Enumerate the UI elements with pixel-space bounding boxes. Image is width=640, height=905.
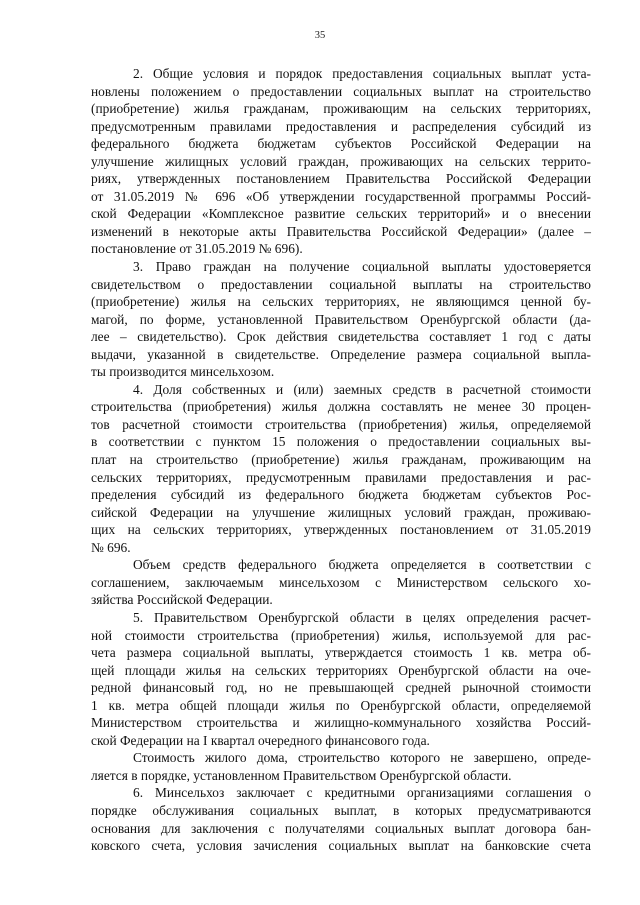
text-line: 1 кв. метра общей площади жилья по Оренбургской области, определяемой [91, 697, 591, 713]
text-line: тов расчетной стоимости строительства (приобретения) жилья, определяемой [91, 416, 591, 432]
text-line: предусмотренным правилами предоставления и распределения субсидий из [91, 118, 591, 134]
text-line: ной стоимости строительства (приобретения) жилья, используемой для рас- [91, 627, 591, 643]
text-line: ской Федерации «Комплексное развитие сельских территорий» и о внесении [91, 206, 591, 222]
page-number: 35 [314, 30, 326, 41]
text-line: (приобретение) жилья на сельских территориях, не являющимся ценной бу- [91, 294, 591, 310]
text-line: 6. Минсельхоз заключает с кредитными организациями соглашения о [133, 785, 591, 801]
paragraph [91, 65, 591, 258]
text-line: зяйства Российской Федерации. [91, 592, 273, 608]
text-line: федерального бюджета бюджетам субъектов Российской Федерации на [91, 136, 591, 152]
text-line: ковского счета, условия зачисления социальных выплат на банковские счета [91, 838, 591, 854]
text-line: 5. Правительством Оренбургской области в целях определения расчет- [133, 609, 591, 625]
text-line: Стоимость жилого дома, строительство которого не завершено, опреде- [133, 750, 591, 766]
text-line: в соответствии с пунктом 15 положения о предоставлении социальных вы- [91, 434, 591, 450]
text-line: № 696. [91, 539, 131, 555]
text-line: выдачи, указанной в свидетельстве. Определение размера социальной выпла- [91, 346, 591, 362]
document-body [91, 65, 591, 855]
text-line: ты производится минсельхозом. [91, 364, 275, 380]
text-line: риях, утвержденных постановлением Правительства Российской Федерации [91, 171, 591, 187]
text-line: чета размера социальной выплаты, утверждается стоимость 1 кв. метра об- [91, 645, 591, 661]
text-line: свидетельством о предоставлении социальной выплаты на строительство [91, 276, 591, 292]
text-line: лее – свидетельство). Срок действия свидетельства составляет 1 год с даты [91, 329, 591, 345]
text-line: щей площади жилья на сельских территориях Оренбургской области на оче- [91, 662, 591, 678]
text-line: (приобретение) жилья гражданам, проживающим на сельских территориях, [91, 101, 591, 117]
text-line: соглашением, заключаемым минсельхозом с Министерством сельского хо- [91, 574, 591, 590]
paragraph [91, 609, 591, 749]
text-line: новлены положением о предоставлении социальных выплат на строительство [91, 83, 591, 99]
text-line: сельских территориях, предусмотренным правилами предоставления и рас- [91, 469, 591, 485]
text-line: 4. Доля собственных и (или) заемных средств в расчетной стоимости [133, 381, 591, 397]
paragraph [91, 784, 591, 854]
text-line: редной финансовый год, но не превышающей средней рыночной стоимости [91, 680, 591, 696]
text-line: ляется в порядке, установленном Правительством Оренбургской области. [91, 767, 512, 783]
text-line: от 31.05.2019 № 696 «Об утверждении государственной программы Россий- [91, 188, 591, 204]
text-line: щих на сельских территориях, утвержденных постановлением от 31.05.2019 [91, 522, 591, 538]
text-line: постановление от 31.05.2019 № 696). [91, 241, 303, 257]
paragraph [91, 749, 591, 784]
paragraph [91, 381, 591, 556]
text-line: сийской Федерации на улучшение жилищных условий граждан, проживаю- [91, 504, 591, 520]
text-line: основания для заключения с получателями социальных выплат договора бан- [91, 820, 591, 836]
text-line: строительства (приобретения) жилья должна составлять не менее 30 процен- [91, 399, 591, 415]
text-line: ской Федерации на I квартал очередного финансового года. [91, 732, 430, 748]
paragraph [91, 258, 591, 381]
text-line: улучшение жилищных условий граждан, проживающих на сельских террито- [91, 153, 591, 169]
text-line: пределения субсидий из федерального бюджета бюджетам субъектов Рос- [91, 487, 591, 503]
paragraph [91, 556, 591, 609]
text-line: Объем средств федерального бюджета определяется в соответствии с [133, 557, 591, 573]
text-line: порядке обслуживания социальных выплат, в которых предусматриваются [91, 802, 591, 818]
text-line: изменений в некоторые акты Правительства Российской Федерации» (далее – [91, 223, 591, 239]
text-line: 3. Право граждан на получение социальной выплаты удостоверяется [133, 259, 591, 275]
text-line: 2. Общие условия и порядок предоставления социальных выплат уста- [133, 66, 591, 81]
text-line: Министерством строительства и жилищно-коммунального хозяйства Россий- [91, 715, 591, 731]
text-line: магой, по форме, установленной Правительством Оренбургской области (да- [91, 311, 591, 327]
text-line: плат на строительство (приобретение) жилья гражданам, проживающим на [91, 452, 591, 468]
